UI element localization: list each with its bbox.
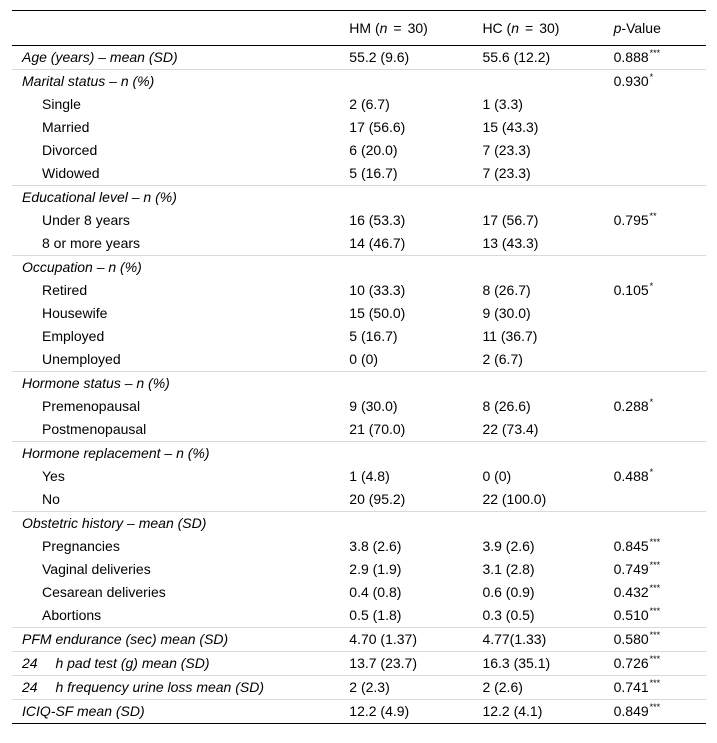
p-value: 0.741 (613, 679, 649, 695)
header-p-rest: -Value (621, 20, 661, 36)
table-row (12, 372, 706, 396)
header-p-italic: p (613, 20, 622, 36)
p-value-cell (614, 302, 706, 325)
row-label: Vaginal deliveries (42, 561, 151, 577)
hm-value: 13.7 (23.7) (349, 652, 482, 676)
hm-value: 2 (6.7) (349, 96, 390, 112)
hm-value: 15 (50.0) (349, 305, 406, 321)
p-value: 0.888 (613, 49, 649, 65)
p-value: 0.432 (613, 584, 649, 600)
table-row (12, 442, 706, 466)
p-value-cell (614, 628, 706, 652)
p-value-cell (614, 70, 706, 94)
table-row (12, 139, 706, 162)
row-label: Married (42, 119, 90, 135)
row-label: Housewife (42, 305, 108, 321)
hm-value: 55.2 (9.6) (349, 49, 410, 65)
p-value-cell (614, 116, 706, 139)
header-hc-eq: = (525, 20, 534, 36)
row-label: Occupation – n (%) (12, 256, 349, 280)
row-label: Hormone status – n (%) (12, 372, 349, 396)
hm-value: 5 (16.7) (349, 165, 398, 181)
p-value-cell (614, 162, 706, 186)
row-label: 24 h pad test (g) mean (SD) (12, 652, 349, 676)
hc-value: 1 (3.3) (482, 96, 523, 112)
hc-value: 15 (43.3) (482, 119, 539, 135)
table-row (12, 209, 706, 232)
demographics-table (12, 10, 706, 724)
hm-value: 17 (56.6) (349, 119, 406, 135)
p-value: 0.510 (613, 607, 649, 623)
p-value-cell (614, 488, 706, 512)
hm-value: 2 (2.3) (349, 676, 482, 700)
hm-value: 3.8 (2.6) (349, 538, 402, 554)
significance-marker: *** (649, 606, 661, 616)
hm-value: 1 (4.8) (349, 468, 390, 484)
table-row (12, 279, 706, 302)
row-label: No (42, 491, 60, 507)
table-row (12, 395, 706, 418)
header-hm-n: n (379, 20, 388, 36)
table-row (12, 512, 706, 536)
hm-value (349, 512, 482, 536)
significance-marker: * (649, 72, 654, 82)
table-row (12, 348, 706, 372)
table-row (12, 676, 706, 700)
row-label: Educational level – n (%) (12, 186, 349, 210)
p-value: 0.488 (613, 468, 649, 484)
row-label: PFM endurance (sec) mean (SD) (12, 628, 349, 652)
row-label: Yes (42, 468, 65, 484)
hc-value: 7 (23.3) (482, 142, 531, 158)
p-value: 0.105 (613, 282, 649, 298)
hm-value: 0 (0) (349, 351, 379, 367)
hc-value: 8 (26.7) (482, 282, 531, 298)
table-row (12, 93, 706, 116)
p-value: 0.845 (613, 538, 649, 554)
row-label: Unemployed (42, 351, 121, 367)
row-label: Age (years) – mean (SD) (22, 49, 178, 65)
hm-value: 5 (16.7) (349, 328, 398, 344)
hc-value: 0.6 (0.9) (482, 584, 535, 600)
hc-value: 2 (6.7) (482, 351, 523, 367)
table-row (12, 256, 706, 280)
p-value-cell (614, 256, 706, 280)
hc-value: 0.3 (0.5) (482, 607, 535, 623)
hm-value: 4.70 (1.37) (349, 628, 482, 652)
p-value: 0.930 (613, 73, 649, 89)
header-row (12, 11, 706, 46)
p-value-cell (614, 232, 706, 256)
hc-value: 7 (23.3) (482, 165, 531, 181)
table-row (12, 488, 706, 512)
table-row (12, 325, 706, 348)
table-row (12, 604, 706, 628)
significance-marker: *** (649, 654, 661, 664)
hc-value: 22 (100.0) (482, 491, 547, 507)
table-row (12, 232, 706, 256)
p-value-cell (614, 604, 706, 628)
significance-marker: *** (649, 583, 661, 593)
row-label: Under 8 years (42, 212, 130, 228)
p-value: 0.849 (613, 703, 649, 719)
hc-value: 0 (0) (482, 468, 512, 484)
table-row (12, 186, 706, 210)
hc-value: 55.6 (12.2) (482, 49, 551, 65)
p-value-cell (614, 442, 706, 466)
significance-marker: *** (649, 702, 661, 712)
hc-value: 16.3 (35.1) (482, 652, 613, 676)
p-value-cell (614, 512, 706, 536)
header-hm-num: 30) (407, 20, 428, 36)
table-row (12, 302, 706, 325)
significance-marker: *** (649, 537, 661, 547)
p-value-cell (614, 418, 706, 442)
significance-marker: *** (649, 560, 661, 570)
row-label: ICIQ-SF mean (SD) (12, 700, 349, 724)
hm-value: 6 (20.0) (349, 142, 398, 158)
hc-value: 9 (30.0) (482, 305, 531, 321)
row-label: Premenopausal (42, 398, 141, 414)
row-label: Marital status – n (%) (12, 70, 349, 94)
hc-value: 22 (73.4) (482, 421, 539, 437)
hc-value: 2 (2.6) (482, 676, 613, 700)
hc-value (482, 256, 613, 280)
row-label: Cesarean deliveries (42, 584, 166, 600)
hm-value: 20 (95.2) (349, 491, 406, 507)
table-row (12, 70, 706, 94)
table-row (12, 652, 706, 676)
hc-value: 13 (43.3) (482, 235, 539, 251)
row-label: 24 h frequency urine loss mean (SD) (12, 676, 349, 700)
header-p-value (614, 11, 706, 46)
hm-value (349, 372, 482, 396)
hc-value: 3.9 (2.6) (482, 538, 535, 554)
p-value-cell (614, 279, 706, 302)
row-label: Postmenopausal (42, 421, 147, 437)
hm-value: 2.9 (1.9) (349, 561, 402, 577)
p-value-cell (614, 139, 706, 162)
hm-value (349, 442, 482, 466)
p-value-cell (614, 535, 706, 558)
hc-value: 12.2 (4.1) (482, 700, 613, 724)
p-value-cell (614, 209, 706, 232)
hm-value: 9 (30.0) (349, 398, 398, 414)
p-value-cell (614, 348, 706, 372)
p-value-cell (614, 93, 706, 116)
p-value-cell (614, 372, 706, 396)
hc-value (482, 70, 613, 94)
p-value: 0.749 (613, 561, 649, 577)
row-label: Abortions (42, 607, 102, 623)
header-hm-prefix: HM ( (349, 20, 380, 36)
table-row (12, 162, 706, 186)
p-value-cell (614, 465, 706, 488)
hm-value: 0.5 (1.8) (349, 607, 402, 623)
header-empty (12, 11, 349, 46)
table-row (12, 535, 706, 558)
table-row (12, 581, 706, 604)
p-value-cell (614, 558, 706, 581)
significance-marker: * (649, 397, 654, 407)
header-hm-eq: = (393, 20, 402, 36)
hm-value: 16 (53.3) (349, 212, 406, 228)
header-hm (349, 11, 482, 46)
significance-marker: ** (649, 211, 657, 221)
hm-value: 14 (46.7) (349, 235, 406, 251)
p-value-cell (614, 700, 706, 724)
significance-marker: * (649, 281, 654, 291)
table-row (12, 700, 706, 724)
table-row (12, 628, 706, 652)
p-value-cell (614, 395, 706, 418)
hc-value (482, 372, 613, 396)
header-hc-prefix: HC ( (482, 20, 512, 36)
hc-value: 17 (56.7) (482, 212, 539, 228)
hc-value (482, 512, 613, 536)
p-value-cell (614, 46, 706, 70)
hm-value (349, 186, 482, 210)
significance-marker: *** (649, 630, 661, 640)
row-label: Widowed (42, 165, 100, 181)
hc-value (482, 442, 613, 466)
row-label: Retired (42, 282, 88, 298)
p-value: 0.795 (613, 212, 649, 228)
p-value: 0.580 (613, 631, 649, 647)
p-value: 0.288 (613, 398, 649, 414)
hc-value: 3.1 (2.8) (482, 561, 535, 577)
hc-value (482, 186, 613, 210)
row-label: Obstetric history – mean (SD) (12, 512, 349, 536)
p-value-cell (614, 652, 706, 676)
row-label: Divorced (42, 142, 98, 158)
hm-value: 21 (70.0) (349, 421, 406, 437)
p-value: 0.726 (613, 655, 649, 671)
table-row (12, 418, 706, 442)
table-row (12, 46, 706, 70)
hm-value (349, 256, 482, 280)
row-label: 8 or more years (42, 235, 141, 251)
p-value-cell (614, 581, 706, 604)
p-value-cell (614, 676, 706, 700)
row-label: Employed (42, 328, 105, 344)
p-value-cell (614, 186, 706, 210)
significance-marker: *** (649, 678, 661, 688)
hm-value: 12.2 (4.9) (349, 700, 482, 724)
header-hc-num: 30) (539, 20, 560, 36)
significance-marker: * (649, 467, 654, 477)
hm-value (349, 70, 482, 94)
hm-value: 10 (33.3) (349, 282, 406, 298)
header-hc-n: n (511, 20, 520, 36)
row-label: Hormone replacement – n (%) (12, 442, 349, 466)
table-body (12, 46, 706, 724)
row-label: Pregnancies (42, 538, 120, 554)
hm-value: 0.4 (0.8) (349, 584, 402, 600)
table-row (12, 116, 706, 139)
row-label: Single (42, 96, 81, 112)
table-row (12, 465, 706, 488)
header-hc (482, 11, 613, 46)
hc-value: 11 (36.7) (482, 328, 538, 344)
p-value-cell (614, 325, 706, 348)
significance-marker: *** (649, 48, 661, 58)
hc-value: 4.77(1.33) (482, 628, 613, 652)
table-row (12, 558, 706, 581)
hc-value: 8 (26.6) (482, 398, 531, 414)
